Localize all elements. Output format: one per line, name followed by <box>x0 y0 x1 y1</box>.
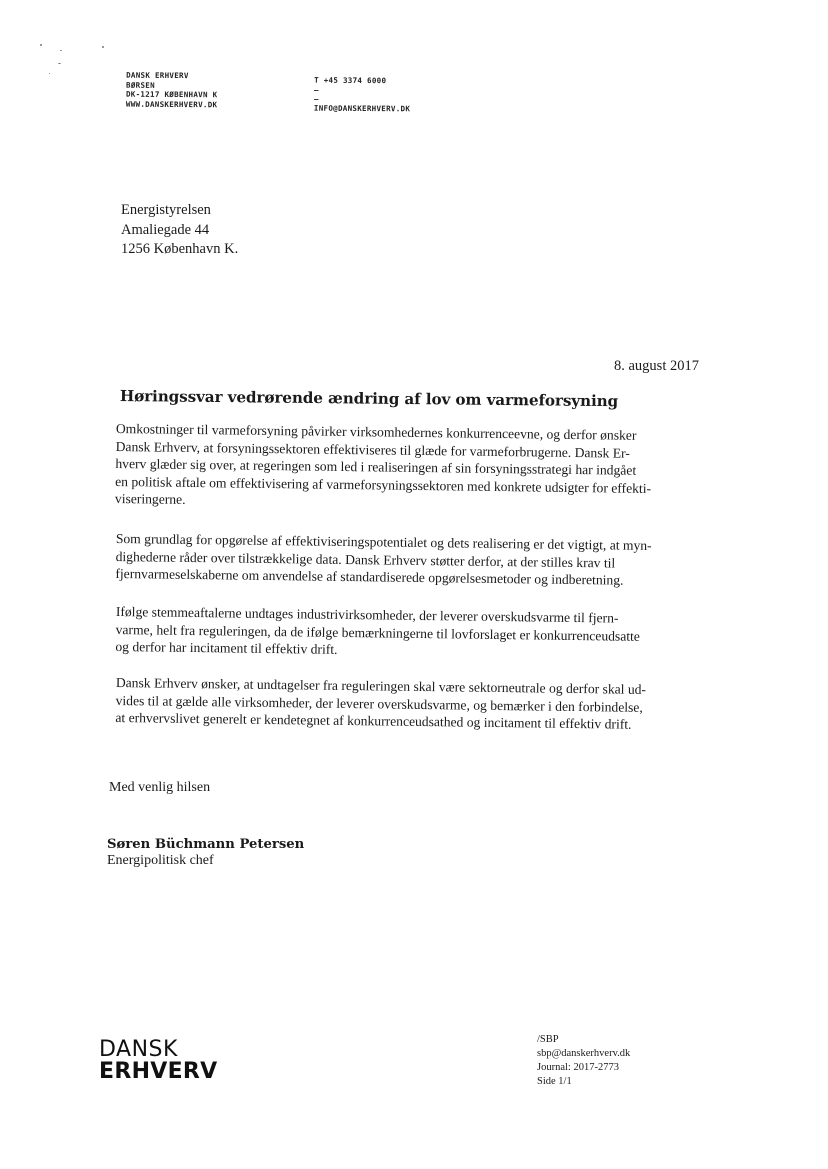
contact-dash: – <box>313 94 319 104</box>
body-paragraph <box>115 674 701 734</box>
logo-line-dansk: DANSK <box>99 1037 178 1062</box>
scan-speck <box>102 46 104 48</box>
scan-speck <box>60 50 62 51</box>
text-line: og derfor har incitament til effektiv drift. <box>115 639 338 658</box>
footer-page: Side 1/1 <box>537 1076 572 1087</box>
scan-speck <box>40 44 42 46</box>
text-line: hverv glæder sig over, at regeringen som led i realiseringen af sin forsyningsstrategi har indgået <box>115 456 637 478</box>
scan-speck <box>58 63 61 64</box>
text-line: dighederne råder over tilstrækkelige data. Dansk Erhverv støtter derfor, at der stilles krav til <box>115 548 616 571</box>
closing-salutation: Med venlig hilsen <box>109 780 211 795</box>
recipient-address <box>121 201 238 260</box>
body-paragraph <box>115 603 701 663</box>
text-line: Ifølge stemmeaftalerne undtages industrivirksomheder, der leverer overskudsvarme til fjern- <box>115 603 619 626</box>
recipient-line: Amaliegade 44 <box>121 221 210 238</box>
letter-heading: Høringssvar vedrørende ændring af lov om varmeforsyning <box>119 387 619 411</box>
text-line: Dansk Erhverv, at forsyningssektoren effektiviseres til glæde for varmeforbrugerne. Dansk Er- <box>115 438 630 461</box>
footer-initials: /SBP <box>537 1034 559 1045</box>
contact-dash: – <box>314 85 319 95</box>
footer-journal: Journal: 2017-2773 <box>537 1062 619 1073</box>
signatory-title: Energipolitisk chef <box>107 853 214 868</box>
body-paragraph <box>115 420 701 516</box>
text-line: vides til at gælde alle virksomheder, der leverer overskudsvarme, og bemærker i den forbindelse, <box>115 692 643 715</box>
text-line: fjernvarmeselskaberne om anvendelse af standardiserede opgørelsesmetoder og indberetning. <box>115 566 624 588</box>
text-line: varme, helt fra reguleringen, da de ifølge bemærkningerne til lovforslaget er konkurrenceudsatte <box>115 621 641 644</box>
recipient-line: 1256 København K. <box>121 241 239 257</box>
footer-reference <box>537 1033 630 1089</box>
contact-phone: T +45 3374 6000 <box>314 75 387 86</box>
letterhead-sender <box>126 71 218 110</box>
sender-website: WWW.DANSKERHVERV.DK <box>125 99 218 109</box>
contact-email: INFO@DANSKERHVERV.DK <box>313 103 411 113</box>
text-line: Omkostninger til varmeforsyning påvirker virksomhedernes konkurrenceevne, og derfor ønsker <box>115 420 637 443</box>
recipient-line: Energistyrelsen <box>121 202 211 218</box>
dansk-erhverv-logo <box>99 1039 218 1083</box>
letter-date: 8. august 2017 <box>614 358 699 374</box>
logo-line-erhverv: ERHVERV <box>99 1059 218 1084</box>
text-line: at erhvervslivet generelt er kendetegnet af konkurrenceudsathed og incitament til effektiv drift. <box>115 710 632 732</box>
sender-postal: DK-1217 KØBENHAVN K <box>125 89 218 100</box>
scan-speck <box>49 73 50 74</box>
signatory-name: Søren Büchmann Petersen <box>107 837 305 852</box>
letterhead-contact <box>314 76 411 114</box>
footer-email: sbp@danskerhverv.dk <box>537 1048 631 1059</box>
sender-company: DANSK ERHVERV <box>126 70 189 81</box>
text-line: Dansk Erhverv ønsker, at undtagelser fra reguleringen skal være sektorneutrale og derfor skal ud- <box>115 674 647 697</box>
text-line: en politisk aftale om effektivisering af varmeforsyningssektoren med konkrete udsigter for effekti- <box>115 473 652 496</box>
text-line: Som grundlag for opgørelse af effektiviseringspotentialet og dets realisering er det vigtigt, at myn- <box>115 530 652 554</box>
sender-building: BØRSEN <box>126 80 155 90</box>
body-paragraph <box>115 530 701 590</box>
text-line: viseringerne. <box>114 491 186 508</box>
